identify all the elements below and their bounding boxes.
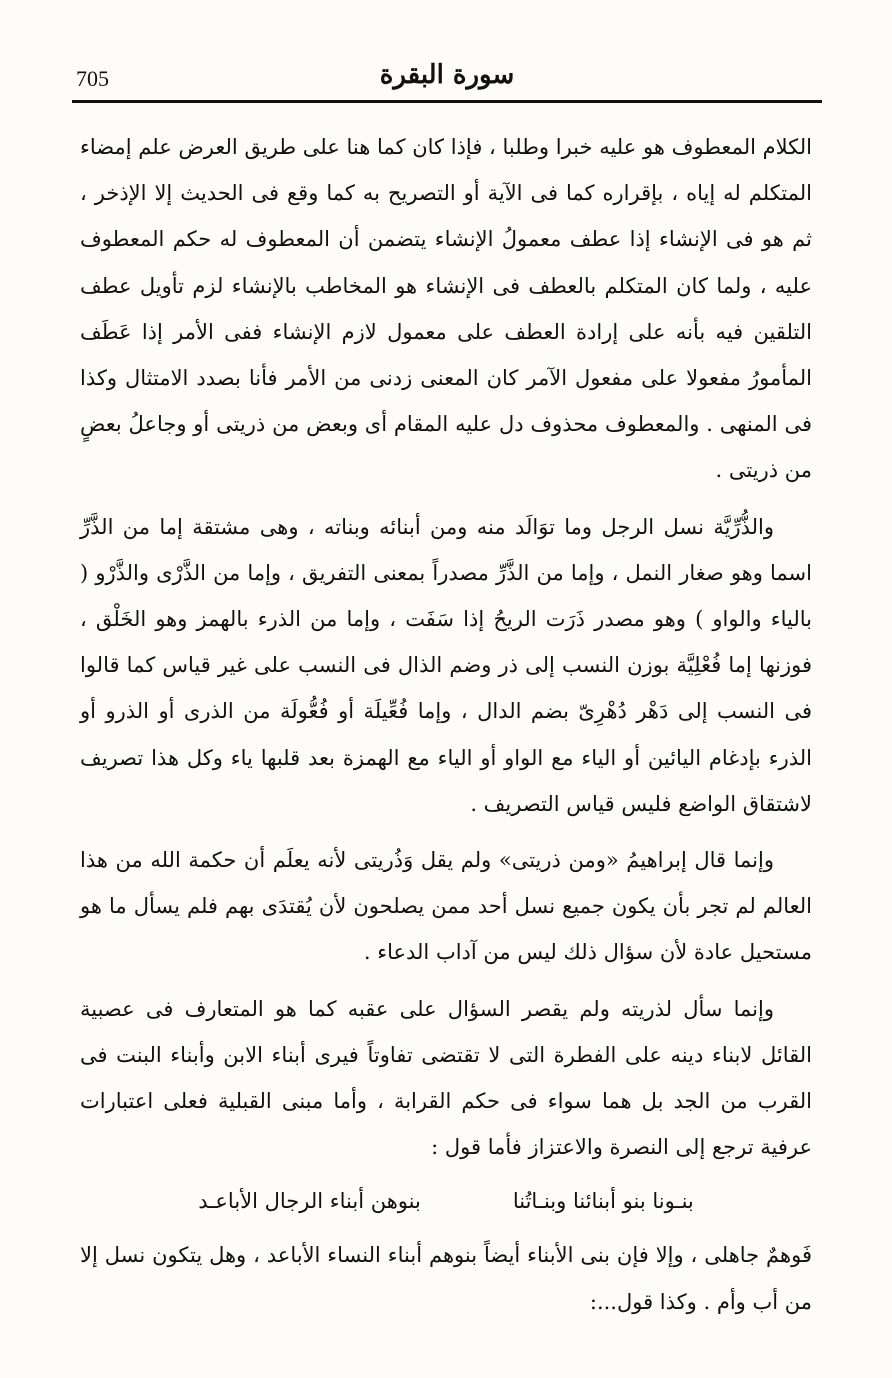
header-rule	[72, 100, 822, 103]
verse-second-hemistich: بنوهن أبناء الرجال الأباعـد	[198, 1189, 421, 1214]
paragraph-continuation: الكلام المعطوف هو عليه خبرا وطلبا ، فإذا كان كما هنا على طريق العرض علم إمضاء المتكلم له إياه ، بإقراره كما فى الآية أو التصريح به كما وقع فى الحديث إلا الإذخر ، ثم هو فى الإنشاء إذا عطف معمولُ الإنشاء يتضمن أن المعطوف له حكم المعطوف عليه ، ولما كان المتكلم بالعطف فى الإنشاء هو المخاطب بالإنشاء لزم تأويل عطف التلقين فيه بأنه على إرادة العطف على معمول لازم الإنشاء ففى الأمر إذا عَطَف المأمورُ مفعولا على مفعول الآمر كان المعنى زدنى من الأمر فأنا بصدد الامتثال وكذا فى المنهى . والمعطوف محذوف دل عليه المقام أى وبعض من ذريتى أو وجاعلُ بعضٍ من ذريتى .	[80, 135, 812, 483]
page-number: 705	[76, 66, 109, 91]
verse-separator	[461, 1178, 473, 1224]
page-header	[72, 58, 822, 102]
paragraph-dhurriyya: والذُّرِّيَّة نسل الرجل وما توَالَد منه ومن أبنائه وبناته ، وهى مشتقة إما من الذَّرِّ اسما وهو صغار النمل ، وإما من الذَّرِّ مصدراً بمعنى التفريق ، وإما من الذَّرْى والذَّرْو ( بالياء والواو ) وهو مصدر ذَرَت الريحُ إذا سَفَت ، وإما من الذرء بالهمز وهو الخَلْق ، فوزنها إما فُعْلِيَّة بوزن النسب إلى ذر وضم الذال فى النسب على غير قياس كما قالوا فى النسب إلى دَهْر دُهْرِىّ بضم الدال ، وإما فُعِّيلَة أو فُعُّولَة من الذرى أو الذرو أو الذرء بإدغام اليائين أو الياء مع الواو أو الياء مع الهمزة بعد قلبها ياء وكل هذا تصريف لاشتقاق الواضع فليس قياس التصريف .	[80, 514, 812, 816]
verse-first-hemistich: بنـونا بنو أبنائنا وبنـاتُنا	[512, 1189, 694, 1214]
paragraph-ibrahim: وإنما قال إبراهيمُ «ومن ذريتى» ولم يقل وَذُريتى لأنه يعلَم أن حكمة الله من هذا العالم لم تجر بأن يكون جميع نسل أحد ممن يصلحون لأن يُقتدَى بهم فلم يسأل ما هو مستحيل عادة لأن سؤال ذلك ليس من آداب الدعاء .	[80, 848, 812, 965]
closing-paragraph: فَوهمٌ جاهلى ، وإلا فإن بنى الأبناء أيضاً بنوهم أبناء النساء الأباعد ، وهل يتكون نسل إلا من أب وأم . وكذا قول...:	[80, 1243, 812, 1314]
poem-verse	[80, 1178, 812, 1224]
running-title: سورة البقرة	[379, 60, 515, 90]
paragraph-lineage: وإنما سأل لذريته ولم يقصر السؤال على عقبه كما هو المتعارف فى عصبية القائل لابناء دينه على الفطرة التى لا تقتضى تفاوتاً فيرى أبناء الابن وأبناء البنت فى القرب من الجد بل هما سواء فى حكم القرابة ، وأما مبنى القبلية فعلى اعتبارات عرفية ترجع إلى النصرة والاعتزاز فأما قول :	[80, 996, 812, 1160]
page-body	[80, 124, 812, 1325]
